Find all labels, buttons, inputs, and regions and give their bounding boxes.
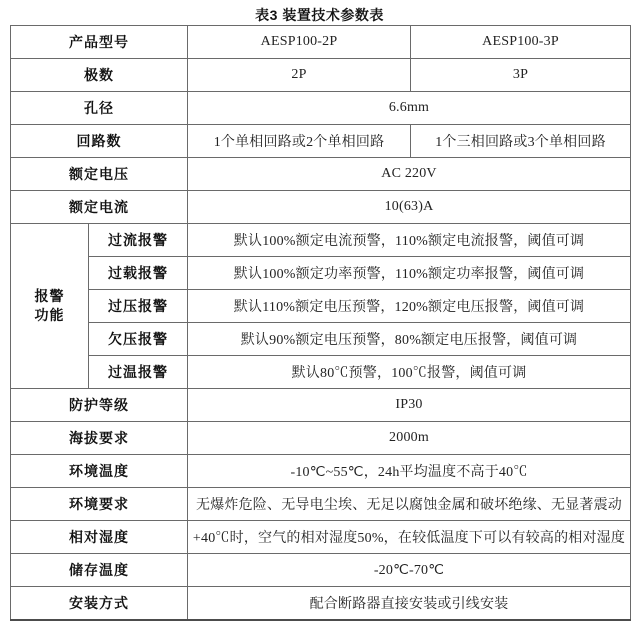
- altitude-value: 2000m: [188, 422, 631, 455]
- row-aperture: [11, 92, 631, 125]
- circuits-3p: 1个三相回路或3个单相回路: [411, 125, 631, 158]
- rated-current-label: 额定电流: [11, 191, 188, 224]
- row-alarm-overvoltage: [11, 290, 631, 323]
- row-circuits: [11, 125, 631, 158]
- environment-value: 无爆炸危险、无导电尘埃、无足以腐蚀金属和破坏绝缘、无显著震动: [188, 488, 631, 521]
- row-product-model: [11, 26, 631, 59]
- row-alarm-overtemp: [11, 356, 631, 389]
- alarm-overcurrent-label: 过流报警: [89, 224, 188, 257]
- rated-current-value: 10(63)A: [188, 191, 631, 224]
- rated-voltage-label: 额定电压: [11, 158, 188, 191]
- alarm-overcurrent-value: 默认100%额定电流预警，110%额定电流报警，阈值可调: [188, 224, 631, 257]
- humidity-label: 相对湿度: [11, 521, 188, 554]
- row-rated-current: [11, 191, 631, 224]
- aperture-label: 孔径: [11, 92, 188, 125]
- circuits-2p: 1个单相回路或2个单相回路: [188, 125, 411, 158]
- poles-label: 极数: [11, 59, 188, 92]
- alarm-undervoltage-value: 默认90%额定电压预警，80%额定电压报警，阈值可调: [188, 323, 631, 356]
- row-installation: [11, 587, 631, 621]
- alarm-overvoltage-label: 过压报警: [89, 290, 188, 323]
- row-alarm-overcurrent: [11, 224, 631, 257]
- product-model-label: 产品型号: [11, 26, 188, 59]
- installation-label: 安装方式: [11, 587, 188, 621]
- aperture-value: 6.6mm: [188, 92, 631, 125]
- storage-temp-label: 储存温度: [11, 554, 188, 587]
- row-alarm-undervoltage: [11, 323, 631, 356]
- table-title: 表3 装置技术参数表: [255, 7, 384, 23]
- poles-2p: 2P: [188, 59, 411, 92]
- alarm-overload-label: 过载报警: [89, 257, 188, 290]
- row-rated-voltage: [11, 158, 631, 191]
- row-environment: [11, 488, 631, 521]
- row-protection: [11, 389, 631, 422]
- protection-value: IP30: [188, 389, 631, 422]
- ambient-temp-value: -10℃~55℃，24h平均温度不高于40℃: [188, 455, 631, 488]
- alarm-undervoltage-label: 欠压报警: [89, 323, 188, 356]
- alarm-overvoltage-value: 默认110%额定电压预警，120%额定电压报警，阈值可调: [188, 290, 631, 323]
- product-model-3p: AESP100-3P: [411, 26, 631, 59]
- row-poles: [11, 59, 631, 92]
- poles-3p: 3P: [411, 59, 631, 92]
- circuits-label: 回路数: [11, 125, 188, 158]
- storage-temp-value: -20℃-70℃: [188, 554, 631, 587]
- row-storage-temp: [11, 554, 631, 587]
- row-humidity: [11, 521, 631, 554]
- installation-value: 配合断路器直接安装或引线安装: [188, 587, 631, 621]
- humidity-value: +40℃时，空气的相对湿度50%，在较低温度下可以有较高的相对湿度: [188, 521, 631, 554]
- alarm-overtemp-value: 默认80℃预警，100℃报警，阈值可调: [188, 356, 631, 389]
- row-altitude: [11, 422, 631, 455]
- product-model-2p: AESP100-2P: [188, 26, 411, 59]
- environment-label: 环境要求: [11, 488, 188, 521]
- row-ambient-temp: [11, 455, 631, 488]
- ambient-temp-label: 环境温度: [11, 455, 188, 488]
- device-parameters-table: [10, 25, 631, 621]
- protection-label: 防护等级: [11, 389, 188, 422]
- alarm-overtemp-label: 过温报警: [89, 356, 188, 389]
- row-alarm-overload: [11, 257, 631, 290]
- rated-voltage-value: AC 220V: [188, 158, 631, 191]
- altitude-label: 海拔要求: [11, 422, 188, 455]
- alarm-group-label-text: 报警功能: [34, 288, 65, 323]
- alarm-overload-value: 默认100%额定功率预警，110%额定功率报警，阈值可调: [188, 257, 631, 290]
- alarm-group-label: [11, 224, 89, 389]
